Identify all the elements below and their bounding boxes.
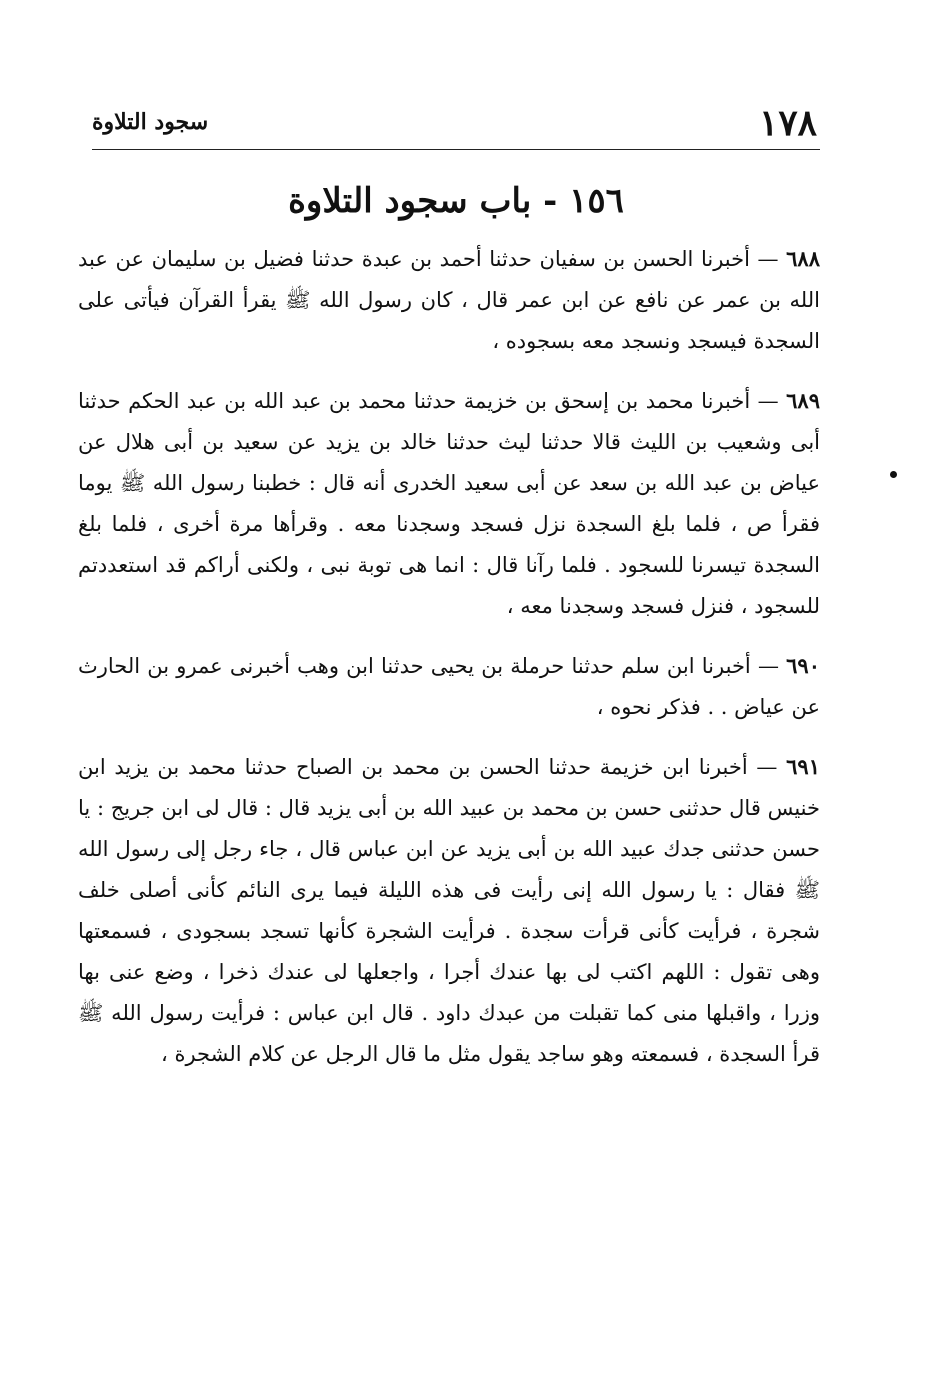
hadith-number: ٦٩٠	[786, 653, 820, 678]
hadith-text: أخبرنا ابن سلم حدثنا حرملة بن يحيى حدثنا ابن وهب أخبرنى عمرو بن الحارث عن عياض . . فذكر نحوه ،	[78, 654, 820, 719]
hadith-number: ٦٨٩	[786, 388, 820, 413]
header-divider	[92, 149, 820, 150]
hadith-688: ٦٨٨ — أخبرنا الحسن بن سفيان حدثنا أحمد بن عبدة حدثنا فضيل بن سليمان عن عبد الله بن عمر عن نافع عن ابن عمر قال ، كان رسول الله ﷺ يقرأ القرآن فيأتى على السجدة فيسجد ونسجد معه بسجوده ،	[78, 246, 820, 353]
hadith-number: ٦٩١	[786, 754, 820, 779]
hadith-number: ٦٨٨	[786, 246, 820, 271]
running-title: سجود التلاوة	[92, 109, 209, 135]
page-number: ١٧٨	[758, 102, 817, 144]
hadith-689: ٦٨٩ — أخبرنا محمد بن إسحق بن خزيمة حدثنا محمد بن عبد الله بن عبد الحكم حدثنا أبى وشعيب بن الليث قالا حدثنا ليث حدثنا خالد بن يزيد عن سعيد بن أبى هلال عن عياض بن عبد الله بن سعد عن أبى سعيد الخدرى أنه قال : خطبنا رسول الله ﷺ يوما فقرأ ص ، فلما بلغ السجدة نزل فسجد وسجدنا معه . وقرأها مرة أخرى ، فلما بلغ السجدة تيسرنا للسجود . فلما رآنا قال : انما هى توبة نبى ، ولكنى أراكم قد استعددتم للسجود ، فنزل فسجد وسجدنا معه ،	[78, 388, 820, 618]
hadith-text: أخبرنا ابن خزيمة حدثنا الحسن بن محمد بن الصباح حدثنا محمد بن يزيد ابن خنيس قال حدثنى حسن بن محمد بن عبيد الله بن أبى يزيد قال : قال لى ابن جريج : يا حسن حدثنى جدك عبيد الله بن أبى يزيد عن ابن عباس قال ، جاء رجل إلى رسول الله ﷺ فقال : يا رسول الله إنى رأيت فى هذه الليلة فيما يرى النائم كأنى أصلى خلف شجرة ، فرأيت كأنى قرأت سجدة . فرأيت الشجرة كأنها تسجد بسجودى ، فسمعتها وهى تقول : اللهم اكتب لى بها عندك أجرا ، واجعلها لى عندك ذخرا ، وضع عنى بها وزرا ، واقبلها منى كما تقبلت من عبدك داود . قال ابن عباس : فرأيت رسول الله ﷺ قرأ السجدة ، فسمعته وهو ساجد يقول مثل ما قال الرجل عن كلام الشجرة ،	[78, 755, 820, 1066]
page-header	[92, 98, 817, 148]
margin-dot	[890, 471, 897, 478]
hadith-text: أخبرنا محمد بن إسحق بن خزيمة حدثنا محمد بن عبد الله بن عبد الحكم حدثنا أبى وشعيب بن الليث قالا حدثنا ليث حدثنا خالد بن يزيد عن سعيد بن أبى هلال عن عياض بن عبد الله بن سعد عن أبى سعيد الخدرى أنه قال : خطبنا رسول الله ﷺ يوما فقرأ ص ، فلما بلغ السجدة نزل فسجد وسجدنا معه . وقرأها مرة أخرى ، فلما بلغ السجدة تيسرنا للسجود . فلما رآنا قال : انما هى توبة نبى ، ولكنى أراكم قد استعددتم للسجود ، فنزل فسجد وسجدنا معه ،	[78, 389, 820, 618]
hadith-691: ٦٩١ — أخبرنا ابن خزيمة حدثنا الحسن بن محمد بن الصباح حدثنا محمد بن يزيد ابن خنيس قال حدثنى حسن بن محمد بن عبيد الله بن أبى يزيد قال : قال لى ابن جريج : يا حسن حدثنى جدك عبيد الله بن أبى يزيد عن ابن عباس قال ، جاء رجل إلى رسول الله ﷺ فقال : يا رسول الله إنى رأيت فى هذه الليلة فيما يرى النائم كأنى أصلى خلف شجرة ، فرأيت كأنى قرأت سجدة . فرأيت الشجرة كأنها تسجد بسجودى ، فسمعتها وهى تقول : اللهم اكتب لى بها عندك أجرا ، واجعلها لى عندك ذخرا ، وضع عنى بها وزرا ، واقبلها منى كما تقبلت من عبدك داود . قال ابن عباس : فرأيت رسول الله ﷺ قرأ السجدة ، فسمعته وهو ساجد يقول مثل ما قال الرجل عن كلام الشجرة ،	[78, 754, 820, 1066]
hadith-list	[78, 238, 820, 1075]
hadith-690: ٦٩٠ — أخبرنا ابن سلم حدثنا حرملة بن يحيى حدثنا ابن وهب أخبرنى عمرو بن الحارث عن عياض . . فذكر نحوه ،	[78, 653, 820, 719]
chapter-title: ١٥٦ - باب سجود التلاوة	[288, 181, 624, 221]
hadith-text: أخبرنا الحسن بن سفيان حدثنا أحمد بن عبدة حدثنا فضيل بن سليمان عن عبد الله بن عمر عن نافع عن ابن عمر قال ، كان رسول الله ﷺ يقرأ القرآن فيأتى على السجدة فيسجد ونسجد معه بسجوده ،	[78, 247, 820, 353]
